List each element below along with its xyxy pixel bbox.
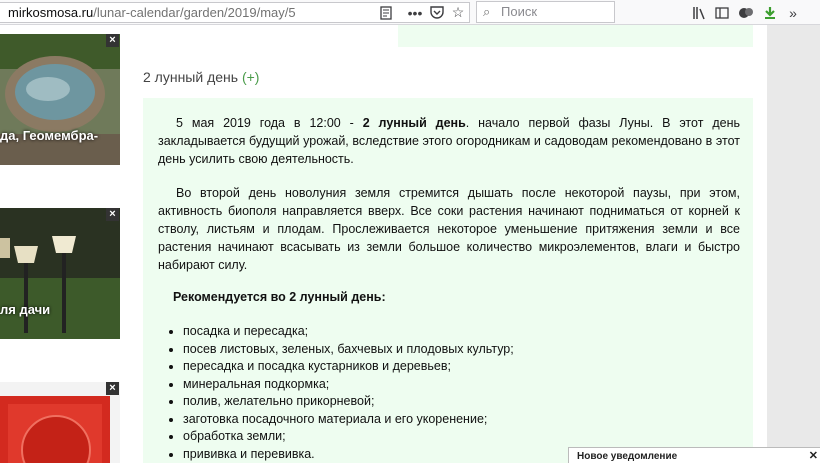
ad-caption: да, Геомембра- <box>0 128 99 143</box>
notification-popup[interactable] <box>568 447 820 463</box>
close-icon[interactable]: × <box>106 382 119 395</box>
intro-text: . начало первой фазы Луны. В этот день закладывается будущий урожай, вследствие этого огородникам и садоводам рекомендовано в этот день усилить свою деятельность. <box>158 116 740 166</box>
second-paragraph: Во второй день новолуния земля стремится дышать после некоторой паузы, при этом, активность биополя направляется вверх. Все соки растения начинают подниматься от корней к стволу, листьям и плодам. Прослеживается некоторое уменьшение притяжения земли и все растения начинают всасывать из земли большое количество микроэлементов, влаги и быстро набирают силу. <box>158 186 740 272</box>
list-item: • прививка и перевивка. <box>183 446 514 463</box>
reader-view-icon[interactable] <box>376 3 396 22</box>
article-column <box>122 25 767 463</box>
list-item: • посадка и пересадка; <box>183 323 514 341</box>
ads-sidebar <box>0 25 122 463</box>
page-viewport <box>0 25 820 463</box>
pond-image <box>0 34 120 165</box>
library-icon[interactable] <box>690 3 710 22</box>
search-field[interactable] <box>476 1 615 23</box>
close-icon[interactable]: × <box>106 208 119 221</box>
notification-title: Новое уведомление <box>577 451 678 462</box>
page-margin <box>767 25 820 463</box>
close-icon[interactable]: ✕ <box>808 450 818 462</box>
pocket-icon[interactable] <box>427 3 447 22</box>
ad-red-button[interactable] <box>0 382 120 463</box>
recommended-list <box>163 323 514 463</box>
lunar-day-box <box>143 98 753 463</box>
ad-garden-lamps[interactable] <box>0 208 120 339</box>
ad-caption: ля дачи <box>0 302 51 317</box>
sidebar-icon[interactable] <box>712 3 732 22</box>
address-bar[interactable] <box>0 2 470 23</box>
lunar-day-title <box>143 69 259 85</box>
search-placeholder: Поиск <box>501 4 538 19</box>
previous-day-box <box>398 25 753 47</box>
lunar-day-rating: (+) <box>241 69 260 85</box>
lunar-day-title-text: 2 лунный день <box>143 69 239 85</box>
lamps-image <box>0 208 120 339</box>
list-item: • обработка земли; <box>183 428 514 446</box>
intro-paragraph <box>158 114 740 168</box>
list-item: • заготовка посадочного материала и его укоренение; <box>183 411 514 429</box>
search-icon: ⌕ <box>483 4 491 19</box>
bookmark-star-icon[interactable]: ☆ <box>451 4 465 20</box>
download-extension-icon[interactable] <box>760 3 780 22</box>
extension-icon[interactable] <box>736 3 756 22</box>
page-actions-icon[interactable]: ••• <box>407 4 423 21</box>
list-item: • посев листовых, зеленых, бахчевых и плодовых культур; <box>183 341 514 359</box>
url-path: /lunar-calendar/garden/2019/may/5 <box>93 5 296 20</box>
ad-pond[interactable] <box>0 34 120 165</box>
close-icon[interactable]: × <box>106 34 119 47</box>
recommended-title: Рекомендуется во 2 лунный день: <box>173 290 386 304</box>
browser-toolbar <box>0 0 820 25</box>
intro-bold-day: 2 лунный день <box>362 116 466 130</box>
url-host: mirkosmosa.ru <box>8 5 94 20</box>
red-tile-image <box>0 382 120 463</box>
list-item: • пересадка и посадка кустарников и деревьев; <box>183 358 514 376</box>
list-item: • полив, желательно прикорневой; <box>183 393 514 411</box>
intro-date: 5 мая 2019 года в 12:00 - <box>176 116 363 130</box>
list-item: • минеральная подкормка; <box>183 376 514 394</box>
overflow-menu-icon[interactable]: » <box>789 4 797 21</box>
